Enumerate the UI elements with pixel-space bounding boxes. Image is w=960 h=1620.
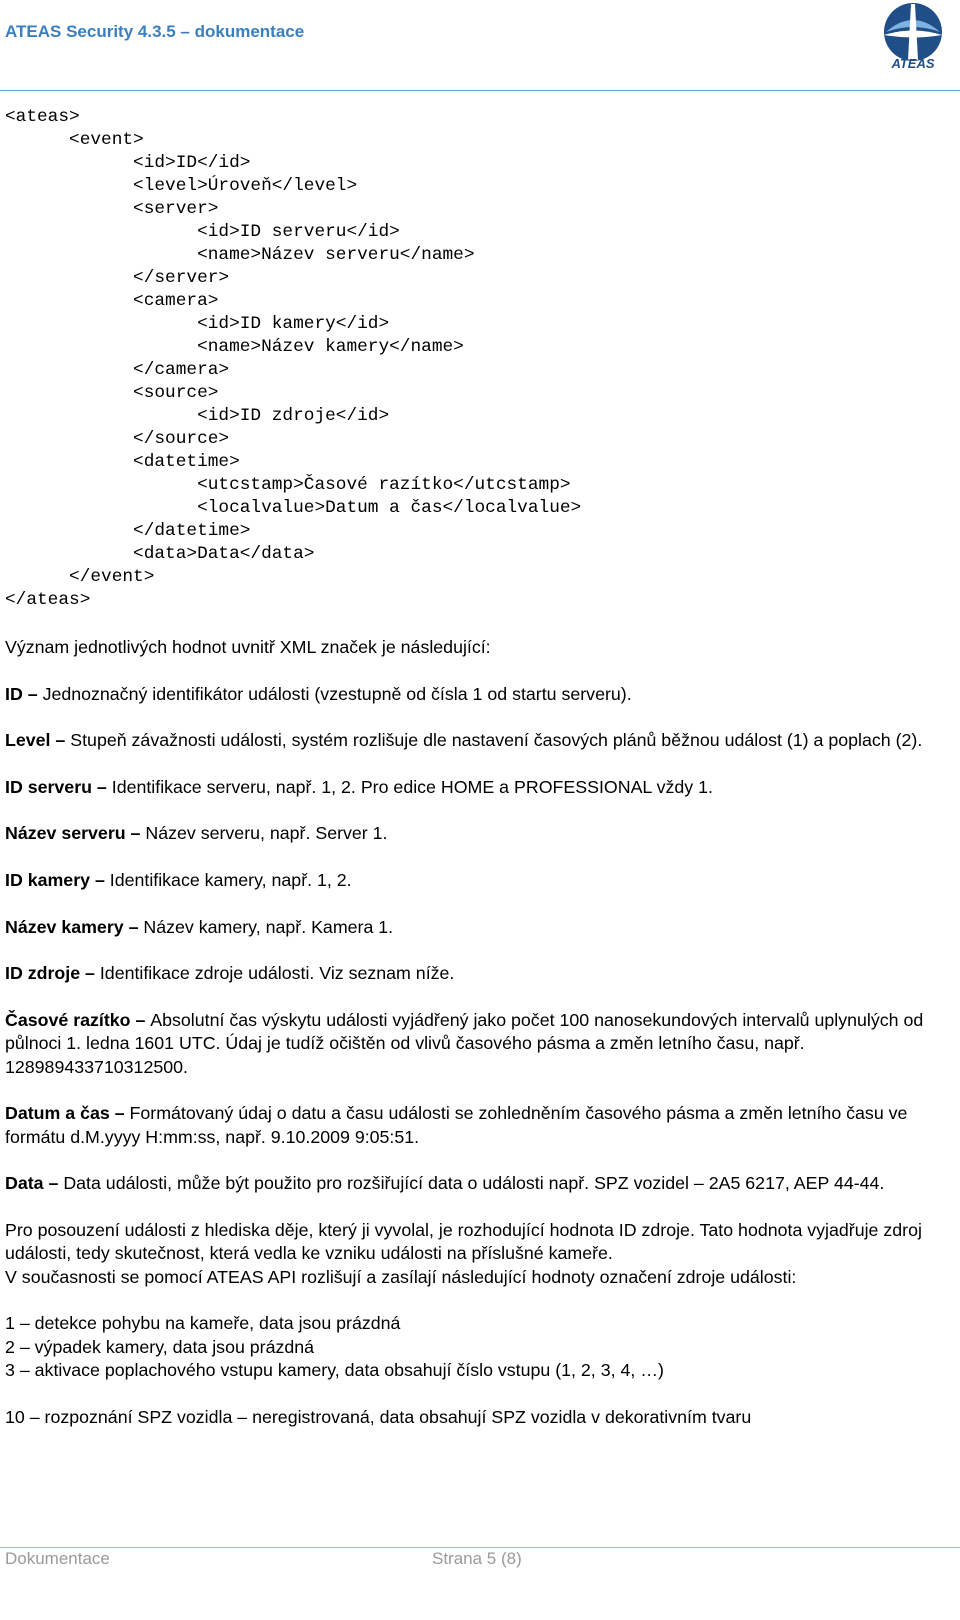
code-line: </event> xyxy=(5,567,155,587)
definition-term: ID kamery – xyxy=(5,869,110,890)
source-explanation-paragraph xyxy=(5,1219,955,1289)
page-number: Strana 5 (8) xyxy=(432,1549,522,1568)
definition-description: Název kamery, např. Kamera 1. xyxy=(143,916,394,937)
definition-term: Název serveru – xyxy=(5,823,146,844)
source-value-list xyxy=(5,1312,955,1382)
paragraph-line: Pro posouzení události z hlediska děje, který ji vyvolal, je rozhodující hodnota ID zdroje. Tato hodnota vyjadřuje zdroj události, tedy skutečnost, která vedla ke vzniku události na příslušné kameře. xyxy=(5,1219,922,1264)
definition-description: Identifikace kamery, např. 1, 2. xyxy=(109,869,352,890)
xml-code-block xyxy=(5,106,581,612)
header-divider xyxy=(0,90,960,91)
intro-text: Význam jednotlivých hodnot uvnitř XML značek je následující: xyxy=(5,637,491,657)
source-list-item: 1 – detekce pohybu na kameře, data jsou prázdná xyxy=(5,1313,401,1334)
definition-item xyxy=(5,729,955,752)
code-line: </source> xyxy=(5,429,230,449)
code-line: <source> xyxy=(5,383,219,403)
definition-item xyxy=(5,962,955,985)
definition-description: Jednoznačný identifikátor události (vzestupně od čísla 1 od startu serveru). xyxy=(42,683,632,704)
code-line: </camera> xyxy=(5,360,230,380)
code-line: <ateas> xyxy=(5,107,80,127)
footer-divider xyxy=(0,1547,960,1548)
document-body xyxy=(5,636,955,1452)
source-list-item: 2 – výpadek kamery, data jsou prázdná xyxy=(5,1336,315,1357)
definition-item xyxy=(5,683,955,706)
definition-description: Identifikace serveru, např. 1, 2. Pro edice HOME a PROFESSIONAL vždy 1. xyxy=(111,776,713,797)
definition-term: Data – xyxy=(5,1173,64,1194)
definition-item xyxy=(5,1102,955,1149)
definition-term: ID serveru – xyxy=(5,776,112,797)
code-line: <name>Název kamery</name> xyxy=(5,337,464,357)
ateas-logo-text: ATEAS xyxy=(891,56,935,71)
code-line: </datetime> xyxy=(5,521,251,541)
definition-description: Název serveru, např. Server 1. xyxy=(145,823,388,844)
page-header xyxy=(0,0,960,92)
paragraph-line: V současnosti se pomocí ATEAS API rozlišují a zasílají následující hodnoty označení zdroje události: xyxy=(5,1266,797,1287)
definition-description: Identifikace zdroje události. Viz seznam níže. xyxy=(99,963,455,984)
definition-item xyxy=(5,916,955,939)
code-line: </ateas> xyxy=(5,590,91,610)
definition-description: Data události, může být použito pro rozšiřující data o události např. SPZ vozidel – 2A5 6217, AEP 44-44. xyxy=(63,1173,885,1194)
definition-item xyxy=(5,1172,955,1195)
definition-term: Datum a čas – xyxy=(5,1103,130,1124)
definition-description: Absolutní čas výskytu události vyjádřený jako počet 100 nanosekundových intervalů uplynulých od půlnoci 1. ledna 1601 UTC. Údaj je tudíž očištěn od vlivů časového pásma a změn letního času, např. 128989433710312500. xyxy=(5,1009,924,1077)
source-list-item: 3 – aktivace poplachového vstupu kamery, data obsahují číslo vstupu (1, 2, 3, 4, …) xyxy=(5,1359,664,1380)
code-line: <name>Název serveru</name> xyxy=(5,245,475,265)
code-line: <datetime> xyxy=(5,452,240,472)
code-line: <server> xyxy=(5,199,219,219)
definition-term: ID zdroje – xyxy=(5,963,100,984)
code-line: <camera> xyxy=(5,291,219,311)
source-value-list-2 xyxy=(5,1406,955,1429)
code-line: </server> xyxy=(5,268,230,288)
footer-label: Dokumentace xyxy=(5,1549,110,1568)
code-line: <level>Úroveň</level> xyxy=(5,176,358,196)
definition-item xyxy=(5,822,955,845)
code-line: <id>ID serveru</id> xyxy=(5,222,400,242)
definition-term: Časové razítko – xyxy=(5,1009,151,1030)
code-line: <id>ID zdroje</id> xyxy=(5,406,390,426)
source-list-item: 10 – rozpoznání SPZ vozidla – neregistrovaná, data obsahují SPZ vozidla v dekorativním tvaru xyxy=(5,1406,752,1427)
code-line: <event> xyxy=(5,130,144,150)
code-line: <id>ID kamery</id> xyxy=(5,314,390,334)
definition-term: ID – xyxy=(5,683,43,704)
definition-list xyxy=(5,683,955,1196)
definition-term: Level – xyxy=(5,730,71,751)
definition-term: Název kamery – xyxy=(5,916,144,937)
code-line: <data>Data</data> xyxy=(5,544,315,564)
definition-description: Formátovaný údaj o datu a času události se zohledněním časového pásma a změn letního času ve formátu d.M.yyyy H:mm:ss, např. 9.10.2009 9:05:51. xyxy=(5,1103,908,1147)
code-line: <id>ID</id> xyxy=(5,153,251,173)
definition-item xyxy=(5,869,955,892)
definition-item xyxy=(5,1009,955,1079)
code-line: <localvalue>Datum a čas</localvalue> xyxy=(5,498,582,518)
code-line: <utcstamp>Časové razítko</utcstamp> xyxy=(5,475,571,495)
definition-description: Stupeň závažnosti události, systém rozlišuje dle nastavení časových plánů běžnou událost (1) a poplach (2). xyxy=(70,730,923,751)
ateas-logo xyxy=(878,2,948,72)
document-title: ATEAS Security 4.3.5 – dokumentace xyxy=(5,22,305,41)
definition-item xyxy=(5,776,955,799)
